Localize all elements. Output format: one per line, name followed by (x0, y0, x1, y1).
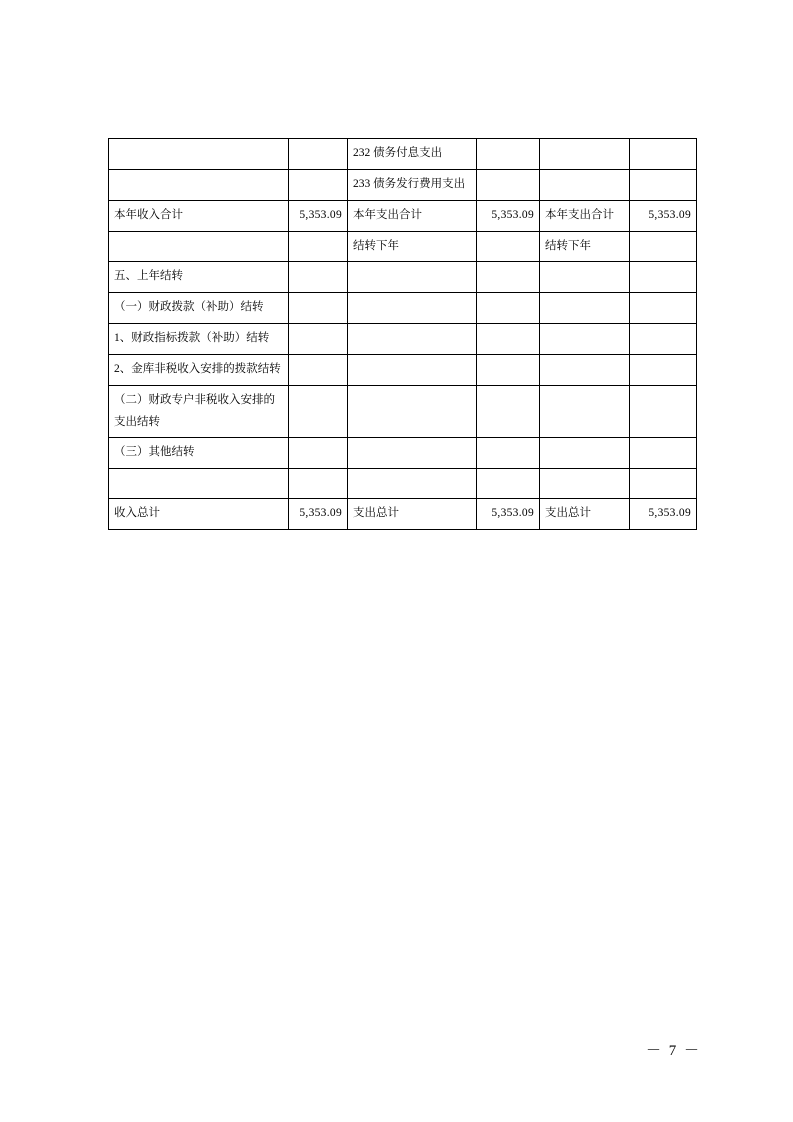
cell-expense-amount (477, 438, 540, 469)
cell-expense-total-amount (630, 169, 697, 200)
cell-expense-total-amount (630, 139, 697, 170)
cell-expense-item: 232 债务付息支出 (348, 139, 477, 170)
cell-expense-total-item (540, 354, 630, 385)
table-row (109, 324, 697, 355)
table-row (109, 385, 697, 438)
table-row (109, 469, 697, 499)
cell-expense-item (348, 354, 477, 385)
cell-expense-total-amount: 5,353.09 (630, 499, 697, 530)
cell-income-amount: 5,353.09 (289, 200, 348, 231)
table-row (109, 200, 697, 231)
cell-expense-item (348, 438, 477, 469)
cell-income-item: 五、上年结转 (109, 262, 289, 293)
cell-expense-amount: 5,353.09 (477, 499, 540, 530)
cell-expense-item: 结转下年 (348, 231, 477, 262)
cell-expense-total-amount: 5,353.09 (630, 200, 697, 231)
cell-income-amount: 5,353.09 (289, 499, 348, 530)
table-row (109, 499, 697, 530)
table-row (109, 139, 697, 170)
cell-expense-total-amount (630, 469, 697, 499)
cell-income-item: 1、财政指标拨款（补助）结转 (109, 324, 289, 355)
cell-expense-total-item: 本年支出合计 (540, 200, 630, 231)
cell-income-amount (289, 293, 348, 324)
cell-income-amount (289, 324, 348, 355)
cell-income-item (109, 231, 289, 262)
cell-expense-item (348, 469, 477, 499)
cell-income-amount (289, 469, 348, 499)
cell-income-item: （一）财政拨款（补助）结转 (109, 293, 289, 324)
cell-expense-amount: 5,353.09 (477, 200, 540, 231)
table-row (109, 262, 697, 293)
cell-expense-total-item (540, 169, 630, 200)
cell-expense-total-item: 支出总计 (540, 499, 630, 530)
cell-income-amount (289, 385, 348, 438)
cell-expense-item (348, 385, 477, 438)
cell-expense-total-item (540, 293, 630, 324)
cell-expense-amount (477, 469, 540, 499)
cell-expense-item (348, 293, 477, 324)
cell-expense-item: 支出总计 (348, 499, 477, 530)
table-row (109, 231, 697, 262)
cell-expense-total-item (540, 262, 630, 293)
table-row (109, 169, 697, 200)
cell-income-item: 本年收入合计 (109, 200, 289, 231)
cell-expense-amount (477, 385, 540, 438)
cell-income-amount (289, 262, 348, 293)
cell-income-item (109, 469, 289, 499)
cell-expense-amount (477, 139, 540, 170)
budget-carryover-table (108, 138, 697, 530)
cell-expense-total-item (540, 324, 630, 355)
cell-income-amount (289, 169, 348, 200)
cell-income-amount (289, 438, 348, 469)
cell-expense-amount (477, 324, 540, 355)
cell-expense-amount (477, 169, 540, 200)
table-row (109, 354, 697, 385)
page-number: － 7 － (645, 1043, 701, 1059)
cell-income-item (109, 139, 289, 170)
cell-expense-amount (477, 293, 540, 324)
cell-expense-amount (477, 231, 540, 262)
cell-expense-total-item: 结转下年 (540, 231, 630, 262)
cell-expense-total-amount (630, 231, 697, 262)
cell-expense-amount (477, 262, 540, 293)
cell-income-amount (289, 139, 348, 170)
cell-expense-total-amount (630, 385, 697, 438)
cell-expense-total-amount (630, 293, 697, 324)
table-row (109, 438, 697, 469)
cell-expense-total-item (540, 139, 630, 170)
table-body (109, 139, 697, 530)
cell-expense-total-item (540, 385, 630, 438)
cell-income-item: 收入总计 (109, 499, 289, 530)
cell-income-item: （三）其他结转 (109, 438, 289, 469)
cell-income-amount (289, 231, 348, 262)
cell-income-item: 2、金库非税收入安排的拨款结转 (109, 354, 289, 385)
cell-expense-total-amount (630, 438, 697, 469)
cell-expense-amount (477, 354, 540, 385)
cell-expense-total-amount (630, 324, 697, 355)
cell-income-amount (289, 354, 348, 385)
cell-expense-total-item (540, 438, 630, 469)
cell-expense-item: 本年支出合计 (348, 200, 477, 231)
cell-expense-item (348, 324, 477, 355)
cell-expense-total-item (540, 469, 630, 499)
table-row (109, 293, 697, 324)
table-container (108, 138, 696, 530)
cell-expense-item (348, 262, 477, 293)
cell-expense-total-amount (630, 354, 697, 385)
cell-income-item (109, 169, 289, 200)
cell-expense-item: 233 债务发行费用支出 (348, 169, 477, 200)
cell-expense-total-amount (630, 262, 697, 293)
cell-income-item: （二）财政专户非税收入安排的支出结转 (109, 385, 289, 438)
